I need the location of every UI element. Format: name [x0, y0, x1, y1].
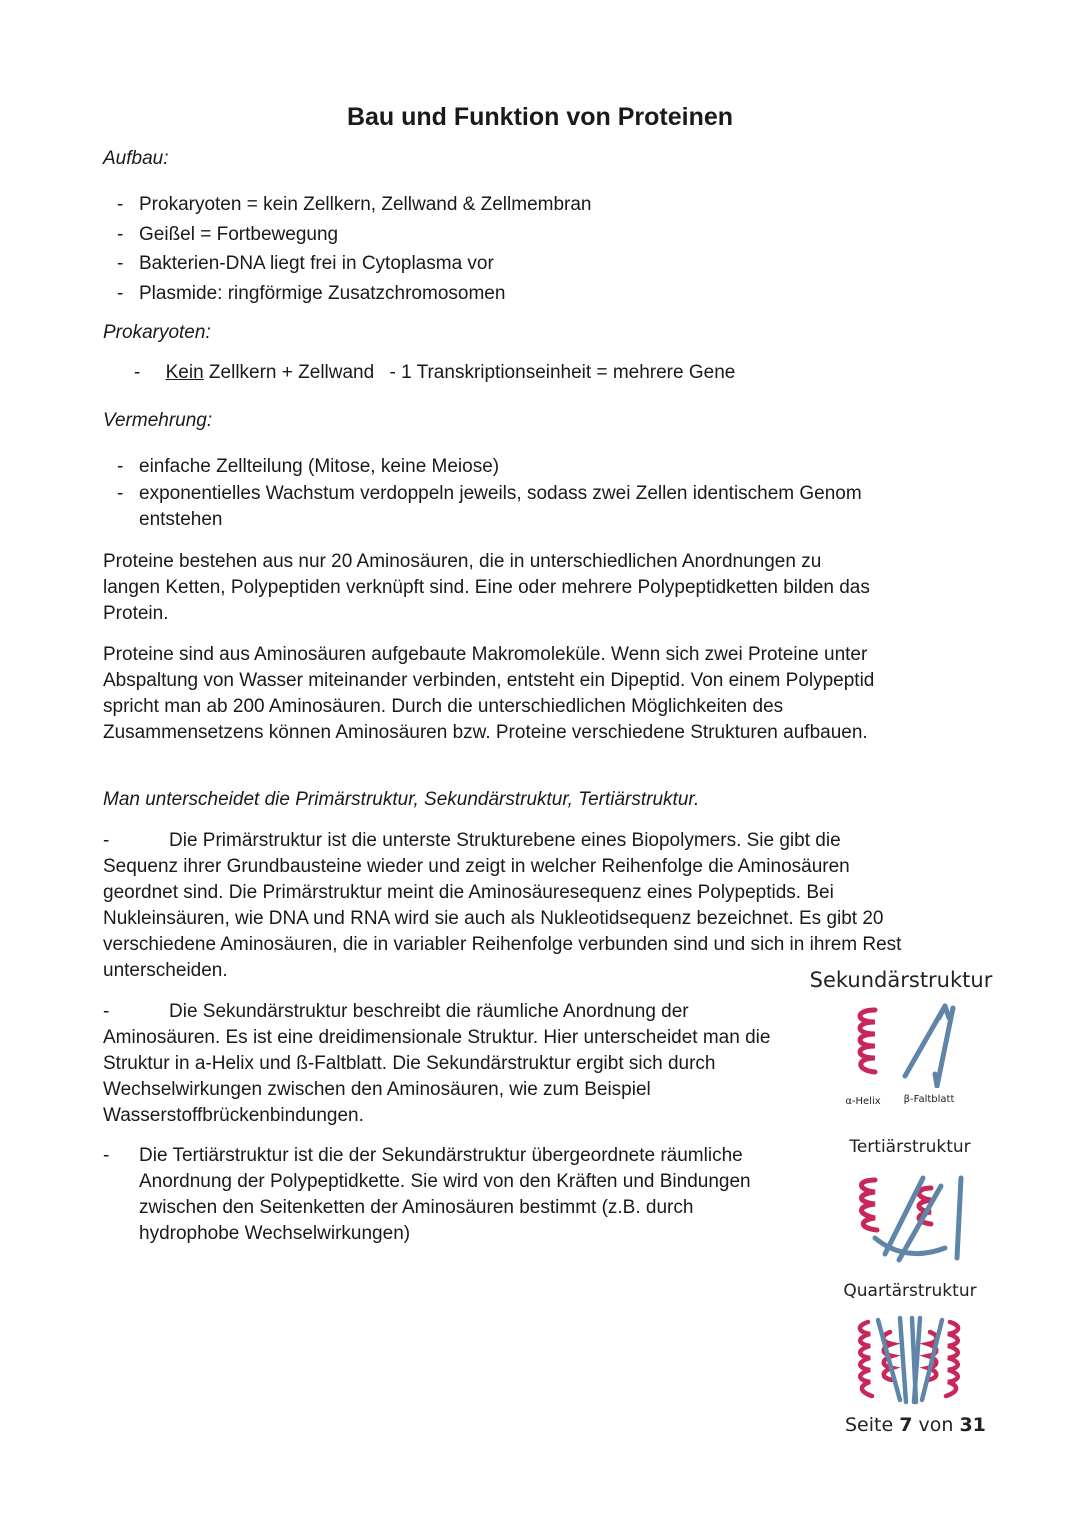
aufbau-heading: Aufbau:	[103, 148, 169, 169]
sekundaerstruktur-paragraph	[103, 999, 793, 1129]
tertiaerstruktur-paragraph: Die Tertiärstruktur ist die der Sekundärstruktur übergeordnete räumliche Anordnung der Polypeptidkette. Sie wird von den Kräften und Bindungen zwischen den Seitenketten der Aminosäuren bestimmt (z.B. durch hydrophobe Wechselwirkungen)	[139, 1145, 751, 1244]
sekundaer-dash: -	[103, 1001, 110, 1022]
aufbau-list	[117, 190, 592, 308]
page-title: Bau und Funktion von Proteinen	[346, 103, 734, 131]
list-item: - exponentielles Wachstum verdoppeln jeweils, sodass zwei Zellen identischem Genom entstehen	[117, 481, 907, 533]
beta-faltblatt-label: β-Faltblatt	[903, 1094, 955, 1105]
primaer-dash: -	[103, 830, 110, 851]
list-item: - Prokaryoten = kein Zellkern, Zellwand & Zellmembran	[117, 190, 592, 220]
paragraph-aminosaeuren: Proteine bestehen aus nur 20 Aminosäuren, die in unterschiedlichen Anordnungen zu langen Ketten, Polypeptiden verknüpft sind. Eine oder mehrere Polypeptidketten bilden das Protein.	[103, 551, 870, 624]
sekundaerstruktur-label: Sekundärstruktur	[809, 968, 993, 992]
primaer-text: Die Primärstruktur ist die unterste Strukturebene eines Biopolymers. Sie gibt die Sequenz ihrer Grundbausteine wieder und zeigt in welcher Reihenfolge die Aminosäuren geordnet sind. Die Primärstruktur meint die Aminosäuresequenz eines Polypeptids. Bei Nukleinsäuren, wie DNA und RNA wird sie auch als Nukleotidsequenz bezeichnet. Es gibt 20 verschiedene Aminosäuren, die in variabler Reihenfolge verbunden sind und sich in ihrem Rest unterscheiden.	[103, 830, 902, 981]
sekundaer-text: Die Sekundärstruktur beschreibt die räumliche Anordnung der Aminosäuren. Es ist eine dreidimensionale Struktur. Hier unterscheidet man die Struktur in a-Helix und ß-Faltblatt. Die Sekundärstruktur ergibt sich durch Wechselwirkungen zwischen den Aminosäuren, wie zum Beispiel Wasserstoffbrückenbindungen.	[103, 1001, 771, 1126]
quartaerstruktur-label: Quartärstruktur	[843, 1281, 977, 1301]
quartaerstruktur-illustration	[850, 1312, 970, 1407]
current-page: 7	[899, 1414, 913, 1436]
list-item: - einfache Zellteilung (Mitose, keine Meiose)	[117, 452, 907, 481]
vermehrung-list	[117, 452, 907, 533]
tertiaerstruktur-illustration	[845, 1168, 975, 1268]
list-item: - Bakterien-DNA liegt frei in Cytoplasma vor	[117, 249, 592, 279]
tertiaerstruktur-label: Tertiärstruktur	[849, 1137, 971, 1157]
paragraph-makromolekuele: Proteine sind aus Aminosäuren aufgebaute Makromoleküle. Wenn sich zwei Proteine unter Abspaltung von Wasser miteinander verbinden, entsteht ein Dipeptid. Von einem Polypeptid spricht man ab 200 Aminosäuren. Durch die unterschiedlichen Möglichkeiten des Zusammensetzens können Aminosäuren bzw. Proteine verschiedene Strukturen aufbauen.	[103, 644, 875, 743]
page-mid: von	[912, 1414, 960, 1436]
quaternary-helix-icon	[860, 1322, 958, 1396]
prokaryoten-rest: Zellkern + Zellwand	[203, 362, 375, 383]
tertiaer-dash: -	[103, 1145, 110, 1166]
prokaryoten-kein: Kein	[165, 362, 204, 383]
list-item: - Plasmide: ringförmige Zusatzchromosomen	[117, 279, 592, 309]
alpha-helix-label: α-Helix	[845, 1096, 881, 1107]
sekundaerstruktur-illustration	[845, 998, 975, 1088]
vermehrung-heading: Vermehrung:	[103, 410, 213, 431]
alpha-helix-icon	[860, 1010, 875, 1072]
beta-sheet-icon	[905, 1006, 953, 1086]
primaerstruktur-paragraph	[103, 828, 903, 984]
list-item: - Geißel = Fortbewegung	[117, 220, 592, 250]
strukturen-intro: Man unterscheidet die Primärstruktur, Sekundärstruktur, Tertiärstruktur.	[103, 789, 700, 810]
page-number	[845, 1414, 986, 1436]
prokaryoten-second: - 1 Transkriptionseinheit = mehrere Gene	[389, 362, 736, 383]
total-pages: 31	[959, 1414, 986, 1436]
prokaryoten-line	[134, 360, 735, 386]
prokaryoten-dash: -	[134, 362, 141, 383]
page-prefix: Seite	[845, 1414, 900, 1436]
prokaryoten-heading: Prokaryoten:	[103, 322, 211, 343]
